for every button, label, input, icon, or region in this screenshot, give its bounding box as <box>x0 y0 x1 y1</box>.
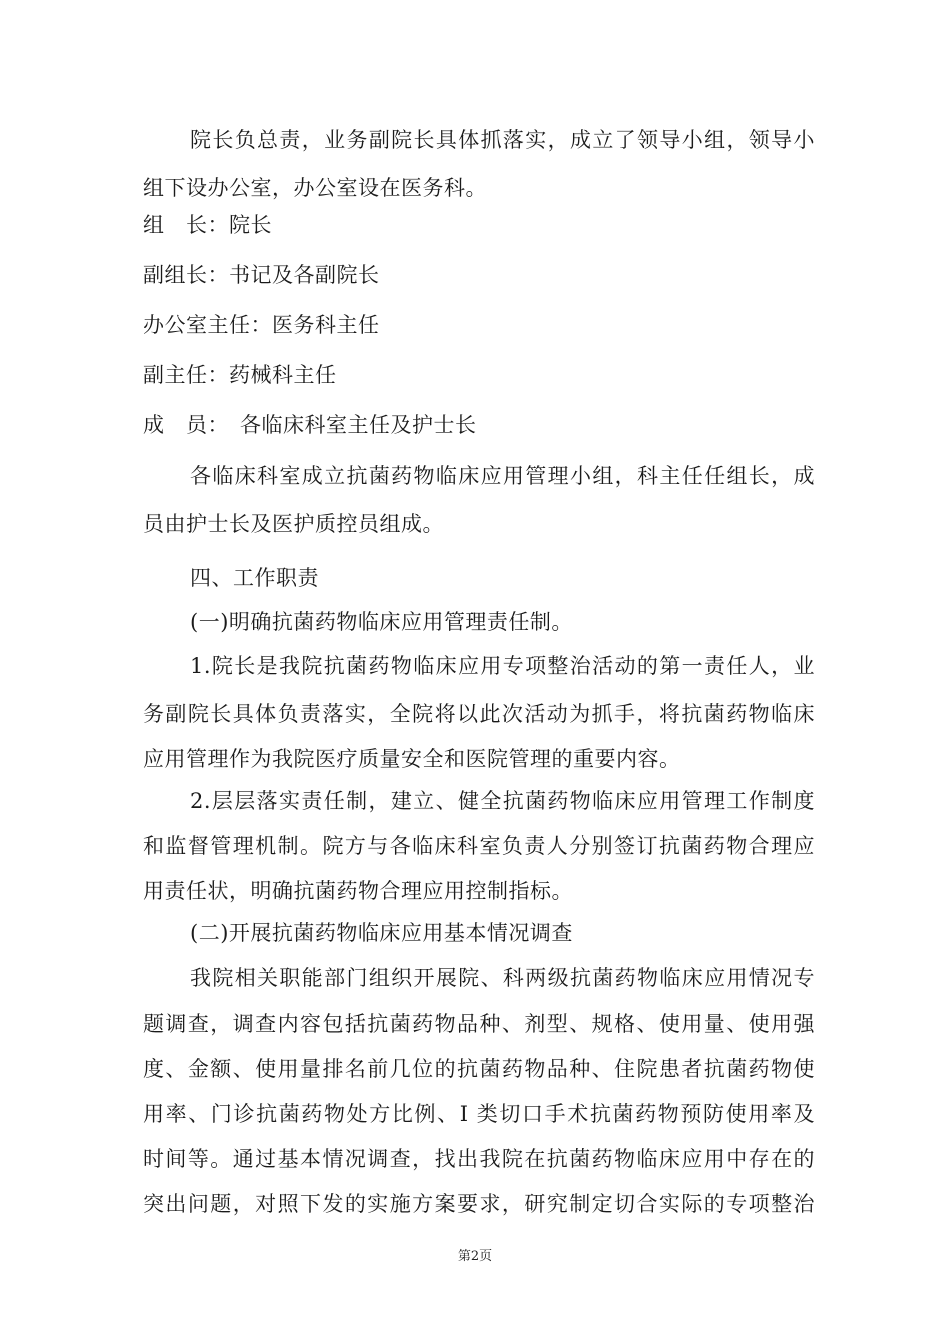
paragraph-line: 务副院长具体负责落实，全院将以此次活动为抓手，将抗菌药物临床 <box>143 702 815 726</box>
paragraph-line: 应用管理作为我院医疗质量安全和医院管理的重要内容。 <box>143 747 681 771</box>
paragraph-line: 我院相关职能部门组织开展院、科两级抗菌药物临床应用情况专 <box>190 966 815 990</box>
list-line-leader: 组 长：院长 <box>143 213 272 237</box>
section-heading: 四、工作职责 <box>190 566 319 590</box>
paragraph-line: 2.层层落实责任制，建立、健全抗菌药物临床应用管理工作制度 <box>190 789 815 813</box>
subsection-heading: (二)开展抗菌药物临床应用基本情况调查 <box>190 921 573 945</box>
paragraph-line: 度、金额、使用量排名前几位的抗菌药物品种、住院患者抗菌药物使 <box>143 1057 815 1081</box>
page-number: 第2页 <box>457 1249 493 1264</box>
paragraph-line: 组下设办公室，办公室设在医务科。 <box>143 176 487 200</box>
paragraph-line: 和监督管理机制。院方与各临床科室负责人分别签订抗菌药物合理应 <box>143 834 815 858</box>
paragraph-line: 院长负总责，业务副院长具体抓落实，成立了领导小组，领导小 <box>190 128 815 152</box>
paragraph-line: 时间等。通过基本情况调查，找出我院在抗菌药物临床应用中存在的 <box>143 1147 815 1171</box>
paragraph-line: 各临床科室成立抗菌药物临床应用管理小组，科主任任组长，成 <box>190 464 815 488</box>
list-line-office-director: 办公室主任：医务科主任 <box>143 313 380 337</box>
paragraph-line: 用率、门诊抗菌药物处方比例、I 类切口手术抗菌药物预防使用率及 <box>143 1102 815 1126</box>
paragraph-line: 用责任状，明确抗菌药物合理应用控制指标。 <box>143 879 573 903</box>
paragraph-line: 员由护士长及医护质控员组成。 <box>143 512 444 536</box>
paragraph-line: 题调查，调查内容包括抗菌药物品种、剂型、规格、使用量、使用强 <box>143 1012 815 1036</box>
list-line-members: 成 员： 各临床科室主任及护士长 <box>143 413 477 437</box>
paragraph-line: 突出问题，对照下发的实施方案要求，研究制定切合实际的专项整治 <box>143 1192 815 1216</box>
subsection-heading: (一)明确抗菌药物临床应用管理责任制。 <box>190 610 573 634</box>
list-line-deputy-leader: 副组长：书记及各副院长 <box>143 263 380 287</box>
paragraph-line: 1.院长是我院抗菌药物临床应用专项整治活动的第一责任人，业 <box>190 654 815 678</box>
list-line-deputy-director: 副主任：药械科主任 <box>143 363 337 387</box>
